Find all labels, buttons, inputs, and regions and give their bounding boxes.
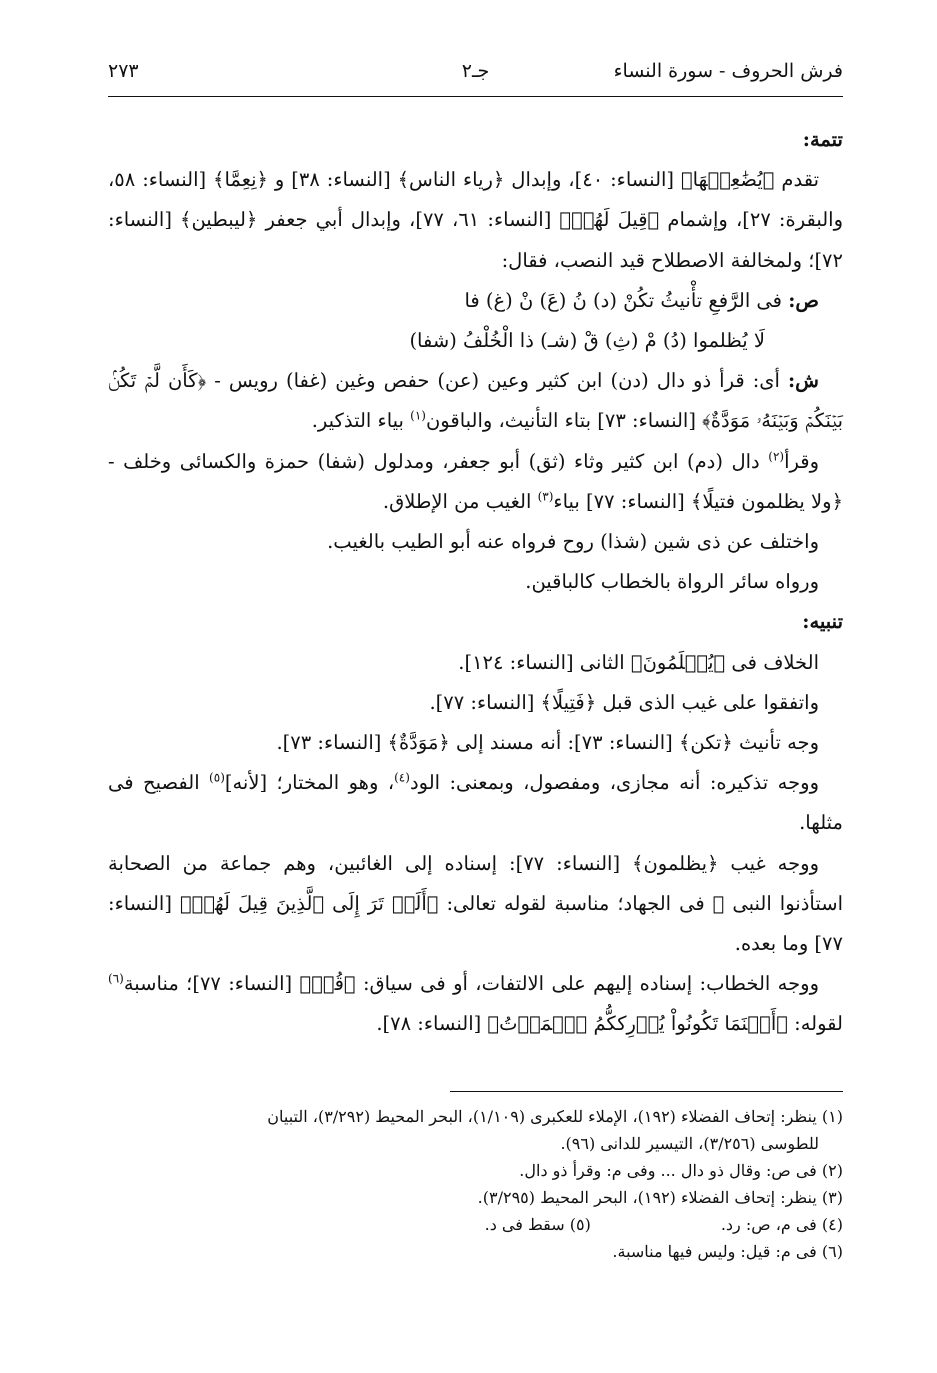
header-volume: جـ٢ (461, 60, 490, 82)
footnote-4-5-line (108, 1211, 843, 1238)
heading-tatimma: تتمة: (802, 128, 843, 151)
header-title: فرش الحروف - سورة النساء (613, 60, 843, 82)
footnote-ref-3: (٣) (537, 489, 554, 504)
p8-text-a: ووجه تذكيره: أنه مجازى، ومفصول، وبمعنى: الود (409, 771, 819, 795)
footnote-5: (٥) سقط فى د. (484, 1215, 591, 1234)
paragraph-1: تقدم ﴿يُضَٰعِفۡهَا﴾ [النساء: ٤٠]، وإبدال ﴿رياء الناس﴾ [النساء: ٣٨] و ﴿نِعِمَّا﴾ [النساء: ٥٨، والبقرة: ٢٧]، وإشمام ﴿قِيلَ لَهُمۡ﴾ [النساء: ٦١، ٧٧]، وإبدال أبي جعفر ﴿ليبطين﴾ [النساء: ٧٢]؛ ولمخالفة الاصطلاح قيد النصب، فقال: (108, 168, 843, 272)
footnote-1: (١) ينظر: إتحاف الفضلاء (١٩٢)، الإملاء للعكبرى (١/١٠٩)، البحر المحيط (٣/٢٩٢)، التبيان (267, 1107, 843, 1126)
footnote-1-continued: للطوسى (٣/٢٥٦)، التيسير للدانى (٩٦). (560, 1134, 819, 1153)
running-header (108, 52, 843, 97)
main-text (108, 120, 843, 1045)
paragraph-7: وجه تأنيث ﴿تكن﴾ [النساء: ٧٣]: أنه مسند إلى ﴿مَوَدَّةٌ﴾ [النساء: ٧٣]. (276, 731, 819, 755)
verse-label: ص: (788, 288, 819, 312)
footnote-3: (٣) ينظر: إتحاف الفضلاء (١٩٢)، البحر المحيط (٣/٢٩٥). (477, 1188, 843, 1207)
sharh-text-end: بياء التذكير. (311, 409, 411, 433)
paragraph-2 (108, 442, 843, 522)
footnotes (108, 1103, 843, 1265)
paragraph-8 (108, 763, 843, 843)
p8-text-c: الفصيح فى مثلها. (108, 771, 843, 835)
p2-text-b: دال (دم) ابن كثير وثاء (ثق) أبو جعفر، ومدلول (شفا) حمزة والكسائى وخلف - ﴿ولا يظلمون فتيلًا﴾ [النساء: ٧٧] بياء (108, 449, 843, 513)
footnote-6: (٦) فى م: قيل: وليس فيها مناسبة. (612, 1242, 843, 1261)
paragraph-9: ووجه غيب ﴿يظلمون﴾ [النساء: ٧٧]: إسناده إلى الغائبين، وهم جماعة من الصحابة استأذنوا النبى ﷺ فى الجهاد؛ مناسبة لقوله تعالى: ﴿أَلَمۡ تَرَ إِلَى ٱلَّذِينَ قِيلَ لَهُمۡ﴾ [النساء: ٧٧] وما بعده. (108, 851, 843, 956)
sharh-label: ش: (787, 369, 819, 393)
footnote-2: (٢) فى ص: وقال ذو دال ... وفى م: وقرأ ذو دال. (519, 1161, 843, 1180)
paragraph-5: الخلاف فى ﴿يُظۡلَمُونَ﴾ الثانى [النساء: ١٢٤]. (458, 650, 819, 674)
paragraph-6: واتفقوا على غيب الذى قبل ﴿فَتِيلًا﴾ [النساء: ٧٧]. (429, 690, 819, 714)
verse-line-1 (108, 281, 843, 321)
heading-tanbih: تنبيه: (802, 610, 843, 634)
p8-text-b: ، وهو المختار؛ [لأنه] (224, 771, 395, 795)
footnote-ref-4: (٤) (394, 770, 410, 785)
footnote-ref-1: (١) (410, 408, 426, 423)
sharh-text: أى: قرأ ذو دال (دن) ابن كثير وعين (عن) حفص وغين (غفا) رويس - ﴿كَأَن لَّمۡ تَكُنۢ بَيۡنَكُمۡ وَبَيۡنَهُۥ مَوَدَّةٌ﴾ [النساء: ٧٣] بتاء التأنيث، والباقون (108, 369, 843, 433)
p2-text-c: الغيب من الإطلاق. (382, 489, 538, 513)
footnote-ref-5: (٥) (209, 770, 225, 785)
footnote-4: (٤) فى م، ص: رد. (720, 1215, 843, 1234)
p10-text-b: لقوله: ﴿أَيۡنَمَا تَكُونُواْ يُدۡرِككُّمُ ٱلۡمَوۡتُ﴾ [النساء: ٧٨]. (376, 1012, 843, 1036)
verse-line-2: لَا يُظلموا (دُ) مْ (ثِ) قْ (شـ) ذا الْخُلْفُ (شفا) (409, 329, 765, 353)
footnote-ref-6: (٦) (108, 971, 124, 986)
footnote-divider (450, 1091, 843, 1092)
paragraph-10 (108, 964, 843, 1044)
verse-line-1-text: فى الرَّفعِ تأْنيثُ تكُنْ (د) نُ (عَ) نْ (غ) فا (464, 288, 783, 312)
footnote-ref-2: (٢) (768, 449, 785, 464)
page-number: ٢٧٣ (108, 60, 139, 82)
paragraph-4: ورواه سائر الرواة بالخطاب كالباقين. (525, 570, 819, 594)
p2-text-a: وقرأ (784, 449, 819, 473)
sharh-paragraph (108, 361, 843, 441)
paragraph-3: واختلف عن ذى شين (شذا) روح فرواه عنه أبو الطيب بالغيب. (327, 530, 819, 554)
p10-text-a: ووجه الخطاب: إسناده إليهم على الالتفات، أو فى سياق: ﴿قُلۡ﴾ [النساء: ٧٧]؛ مناسبة (123, 972, 820, 996)
